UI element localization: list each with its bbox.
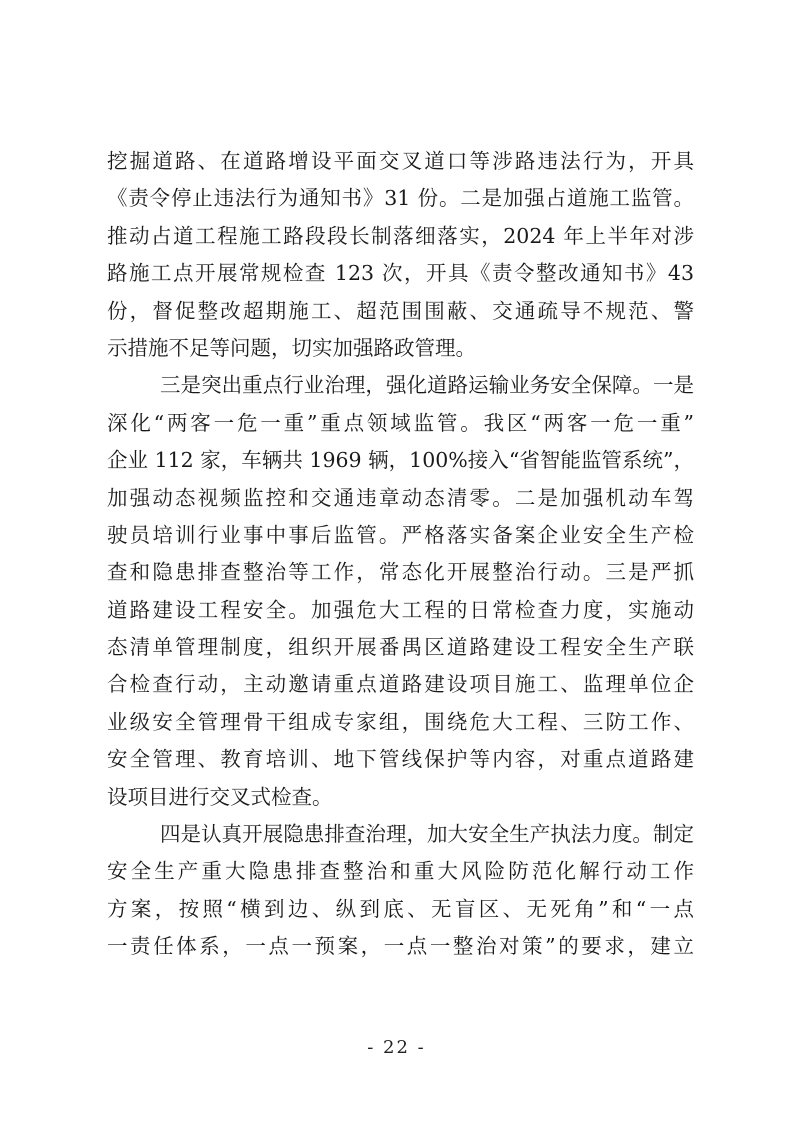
body-text — [107, 143, 694, 966]
text-line: 份，督促整改超期施工、超范围围蔽、交通疏导不规范、警 — [107, 298, 694, 323]
text-line: 加强动态视频监控和交通违章动态清零。二是加强机动车驾 — [107, 485, 694, 510]
paragraph-hazard-investigation — [107, 816, 694, 966]
text-line: 查和隐患排查整治等工作，常态化开展整治行动。三是严抓 — [107, 560, 694, 585]
text-line: 安全生产重大隐患排查整治和重大风险防范化解行动工作 — [107, 859, 694, 884]
text-line: 挖掘道路、在道路增设平面交叉道口等涉路违法行为，开具 — [107, 149, 694, 173]
text-line: 一责任体系，一点一预案，一点一整治对策”的要求，建立 — [107, 934, 694, 959]
text-line: 业级安全管理骨干组成专家组，围绕危大工程、三防工作、 — [107, 709, 694, 734]
text-line: 《责令停止违法行为通知书》31 份。二是加强占道施工监管。 — [107, 186, 694, 211]
text-line: 推动占道工程施工路段段长制落细落实，2024 年上半年对涉 — [107, 223, 694, 248]
text-line: 三是突出重点行业治理，强化道路运输业务安全保障。一是 — [160, 373, 694, 398]
text-line: 示措施不足等问题，切实加强路政管理。 — [107, 335, 476, 360]
text-line: 方案，按照“横到边、纵到底、无盲区、无死角”和“一点 — [107, 896, 694, 921]
text-line: 安全管理、教育培训、地下管线保护等内容，对重点道路建 — [107, 747, 694, 772]
paragraph-road-enforcement — [107, 143, 694, 367]
paragraph-key-industry-governance — [107, 367, 694, 816]
text-line: 企业 112 家，车辆共 1969 辆，100%接入“省智能监管系统”， — [107, 448, 694, 473]
text-line: 路施工点开展常规检查 123 次，开具《责令整改通知书》43 — [107, 261, 694, 286]
page-number: - 22 - — [367, 1037, 426, 1058]
text-line: 设项目进行交叉式检查。 — [107, 784, 333, 809]
text-line: 态清单管理制度，组织开展番禺区道路建设工程安全生产联 — [107, 635, 694, 660]
text-line: 四是认真开展隐患排查治理，加大安全生产执法力度。制定 — [160, 822, 694, 847]
text-line: 深化“两客一危一重”重点领域监管。我区“两客一危一重” — [107, 410, 694, 435]
text-line: 合检查行动，主动邀请重点道路建设项目施工、监理单位企 — [107, 672, 694, 697]
text-line: 驶员培训行业事中事后监管。严格落实备案企业安全生产检 — [107, 522, 694, 547]
text-line: 道路建设工程安全。加强危大工程的日常检查力度，实施动 — [107, 597, 694, 622]
